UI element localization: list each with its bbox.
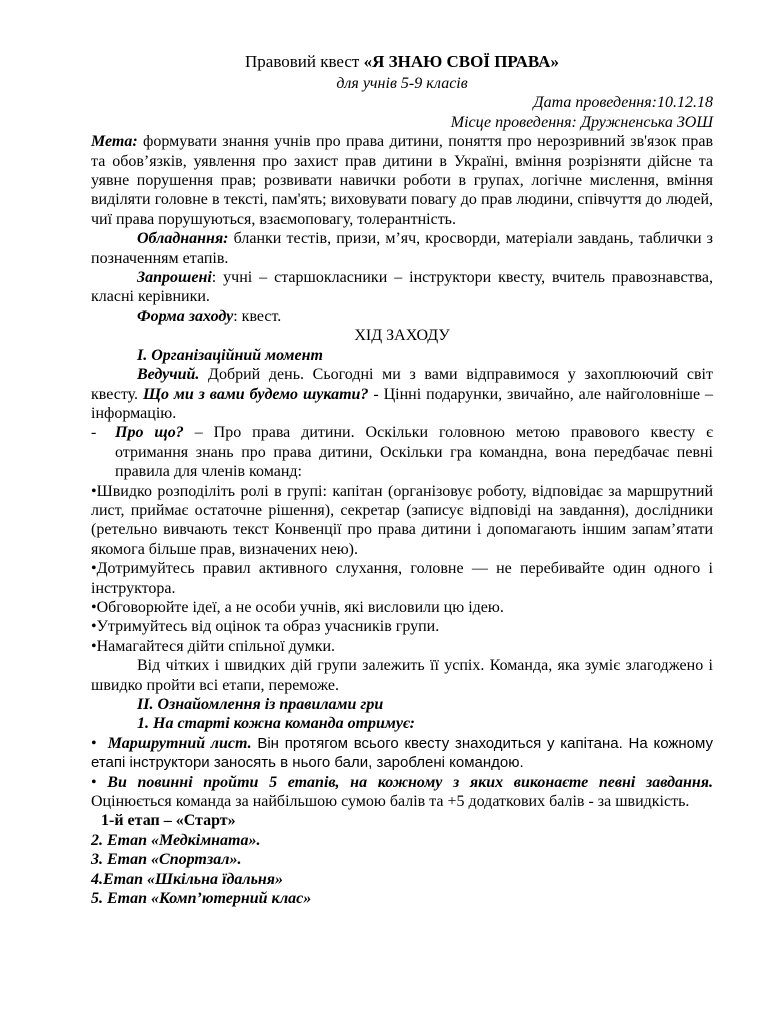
start-heading: 1. На старті кожна команда отримує:: [137, 715, 415, 733]
host-question: Що ми з вами будемо шукати?: [142, 385, 369, 403]
stages-label: Ви повинні пройти 5 етапів, на кожному з яких виконаєте певні завдання.: [107, 773, 714, 791]
bullet-icon: •: [91, 598, 97, 616]
form-text: : квест.: [233, 307, 282, 325]
equipment-paragraph: [91, 229, 713, 268]
host-text-2: - Цінні подарунки, звичайно, але найголовніше – інформацію.: [91, 385, 713, 422]
section-2-heading: ІІ. Ознайомлення із правилами гри: [137, 696, 384, 713]
invited-text: : учні – старшокласники – інструктори квесту, вчитель правознавства, класні керівники.: [91, 269, 713, 306]
title-bold: «Я ЗНАЮ СВОЇ ПРАВА»: [363, 52, 559, 71]
form-label: Форма заходу: [137, 307, 234, 325]
title-prefix: Правовий квест: [245, 52, 364, 71]
rule-text: Обговорюйте ідеї, а не особи учнів, які висловили цю ідею.: [96, 598, 504, 616]
success-paragraph: Від чітких і швидких дій групи залежить її успіх. Команда, яка зуміє злагоджено і швидко пройти всі етапи, переможе.: [91, 657, 713, 694]
goal-label: Мета:: [91, 133, 138, 151]
rule-item: [91, 617, 713, 636]
document-title: [91, 50, 713, 74]
route-text: Він протягом всього квесту знаходиться у капітана. На кожному етапі інструктори заносять в нього бали, зароблені командою.: [91, 734, 714, 772]
stages-paragraph: [91, 773, 713, 812]
bullet-icon: •: [91, 637, 97, 655]
stages-text: Оцінюється команда за найбільшою сумою балів та +5 додаткових балів - за швидкість.: [91, 793, 690, 811]
document-subtitle: для учнів 5-9 класів: [336, 75, 468, 92]
about-text: – Про права дитини. Оскільки головною метою правового квесту є отримання знань про права дитини, Оскільки гра командна, вона передбачає певні правила для членів команд:: [115, 424, 713, 481]
goal-text: формувати знання учнів про права дитини, поняття про нерозривний зв'язок прав та обов’язків, уявлення про захист прав дитини в Україні, вміння розрізняти дійсне та уявне порушення прав; розвивати навички роботи в групах, логічне мислення, вміння виділяти головне в тексті, пам'ять; виховувати повагу до прав людини, співчуття до людей, чиї права порушуються, взаємоповагу, толерантність.: [91, 133, 713, 228]
rule-item: [91, 559, 713, 598]
bullet-icon: •: [91, 618, 97, 636]
rule-text: Швидко розподіліть ролі в групі: капітан (організовує роботу, відповідає за маршрутний лист, приймає остаточне рішення), секретар (записує відповіді на завдання), дослідники (ретельно вивчають текст Конвенції про права дитини і допомагають іншим запам’ятати якомога більше прав, визначених нею).: [91, 482, 713, 558]
rule-text: Дотримуйтесь правил активного слухання, головне — не перебивайте один одного і інструктора.: [91, 560, 713, 597]
stage-item: 4.Етап «Шкільна їдальня»: [91, 870, 284, 888]
host-paragraph: [91, 365, 713, 423]
rule-item: [91, 598, 713, 617]
rule-item: [91, 637, 713, 656]
bullet-icon: •: [91, 734, 97, 752]
course-heading: ХІД ЗАХОДУ: [354, 327, 450, 345]
bullet-icon: •: [91, 773, 97, 791]
bullet-icon: •: [91, 560, 97, 578]
bullet-icon: •: [91, 482, 97, 500]
dash-marker: -: [91, 424, 97, 442]
stage-item: 5. Етап «Комп’ютерний клас»: [91, 890, 312, 908]
stage-item: 3. Етап «Спортзал».: [91, 851, 242, 869]
event-place: Місце проведення: Дружненська ЗОШ: [450, 113, 713, 131]
about-label: Про що?: [115, 424, 184, 442]
route-paragraph: [91, 734, 713, 773]
about-paragraph: [91, 423, 713, 481]
route-label: Маршрутний лист.: [107, 734, 252, 752]
section-1-heading: І. Організаційний момент: [137, 346, 323, 364]
goal-paragraph: [91, 132, 713, 229]
stage-item: 2. Етап «Медкімната».: [91, 831, 261, 849]
stage-list: [91, 811, 713, 908]
rule-text: Утримуйтесь від оцінок та образ учасників групи.: [96, 618, 440, 636]
host-label: Ведучий.: [137, 366, 200, 384]
stage-item: 1-й етап – «Старт»: [101, 812, 236, 830]
invited-label: Запрошені: [137, 269, 212, 287]
invited-paragraph: [91, 268, 713, 307]
event-date: Дата проведення:10.12.18: [533, 94, 713, 112]
rule-text: Намагайтеся дійти спільної думки.: [96, 637, 336, 655]
host-text-1: Добрий день. Сьогодні ми з вами відправимося у захоплюючий світ квесту.: [91, 366, 713, 403]
rules-list: [91, 482, 713, 657]
equipment-text: бланки тестів, призи, м’яч, кросворди, матеріали завдань, таблички з позначенням етапів.: [91, 230, 713, 267]
form-paragraph: [91, 307, 713, 326]
equipment-label: Обладнання:: [137, 230, 229, 248]
rule-item: [91, 482, 713, 560]
